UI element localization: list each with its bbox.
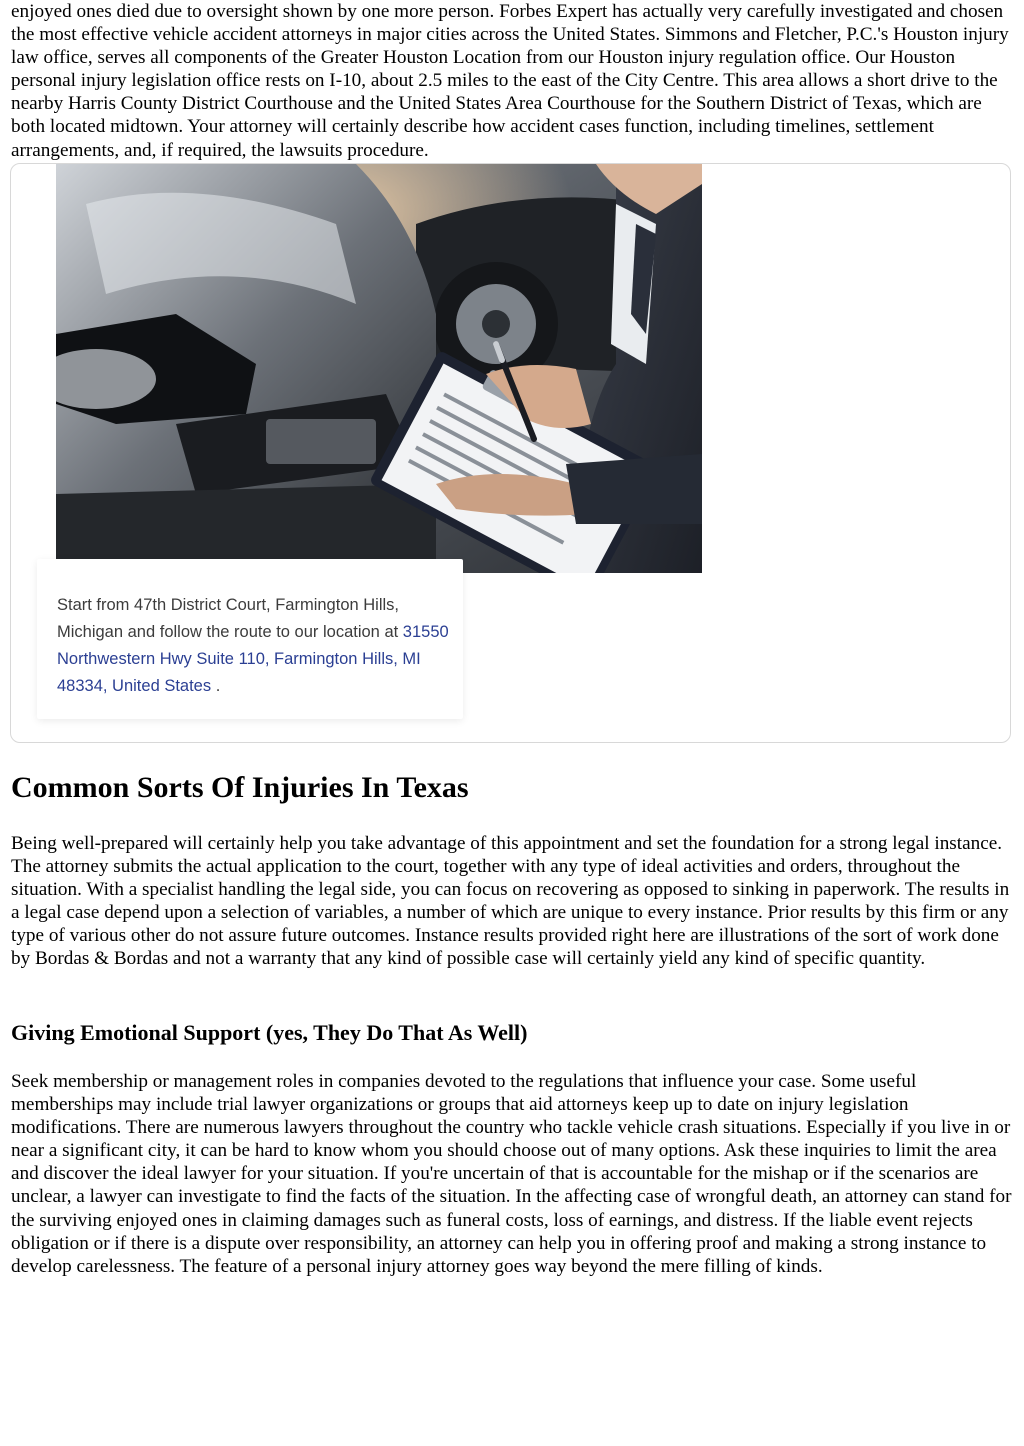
address-link[interactable]: 31550 Northwestern Hwy Suite 110, Farmington Hills, MI 48334, United States bbox=[57, 623, 449, 695]
section-paragraph-common-injuries: Being well-prepared will certainly help you take advantage of this appointment and set the foundation for a strong legal instance. The attorney submits the actual application to the court, together with any type of ideal activities and orders, throughout the situation. With a specialist handling the legal side, you can focus on recovering as opposed to sinking in paperwork. The results in a legal case depend upon a selection of variables, a number of which are unique to every instance. Prior results by this firm or any type of various other do not assure future outcomes. Instance results provided right here are illustrations of the sort of work done by Bordas & Bordas and not a warranty that any kind of possible case will certainly yield any kind of specific quantity. bbox=[11, 833, 1010, 970]
section-heading-emotional-support: Giving Emotional Support (yes, They Do That As Well) bbox=[11, 1020, 528, 1045]
directions-suffix: . bbox=[211, 677, 221, 695]
car-accident-photo bbox=[56, 164, 702, 573]
article bbox=[11, 0, 1014, 162]
section-heading-common-injuries: Common Sorts Of Injuries In Texas bbox=[11, 771, 469, 804]
section-paragraph-emotional-support: Seek membership or management roles in companies devoted to the regulations that influence your case. Some useful memberships may include trial lawyer organizations or groups that aid attorneys keep up to date on injury legislation modifications. There are numerous lawyers throughout the country who tackle vehicle crash situations. Especially if you live in or near a significant city, it can be hard to know whom you should choose out of many options. Ask these inquiries to limit the area and discover the ideal lawyer for your situation. If you're uncertain of that is accountable for the mishap or if the scenarios are unclear, a lawyer can investigate to find the facts of the situation. In the affecting case of wrongful death, an attorney can stand for the surviving enjoyed ones in claiming damages such as funeral costs, loss of earnings, and distress. If the liable event rejects obligation or if there is a dispute over responsibility, an attorney can help you in offering proof and making a strong instance to develop carelessness. The feature of a personal injury attorney goes way beyond the mere filling of kinds. bbox=[11, 1071, 1012, 1277]
directions-prefix: Start from 47th District Court, Farmington Hills, Michigan and follow the route to our location at bbox=[57, 596, 403, 641]
map-embed-card bbox=[10, 163, 1011, 743]
intro-paragraph: enjoyed ones died due to oversight shown by one more person. Forbes Expert has actually very carefully investigated and chosen the most effective vehicle accident attorneys in major cities across the United States. Simmons and Fletcher, P.C.'s Houston injury law office, serves all components of the Greater Houston Location from our Houston injury regulation office. Our Houston personal injury legislation office rests on I-10, about 2.5 miles to the east of the City Centre. This area allows a short drive to the nearby Harris County District Courthouse and the United States Area Courthouse for the Southern District of Texas, which are both located midtown. Your attorney will certainly describe how accident cases function, including timelines, settlement arrangements, and, if required, the lawsuits procedure. bbox=[11, 1, 1009, 161]
directions-text bbox=[57, 592, 457, 700]
